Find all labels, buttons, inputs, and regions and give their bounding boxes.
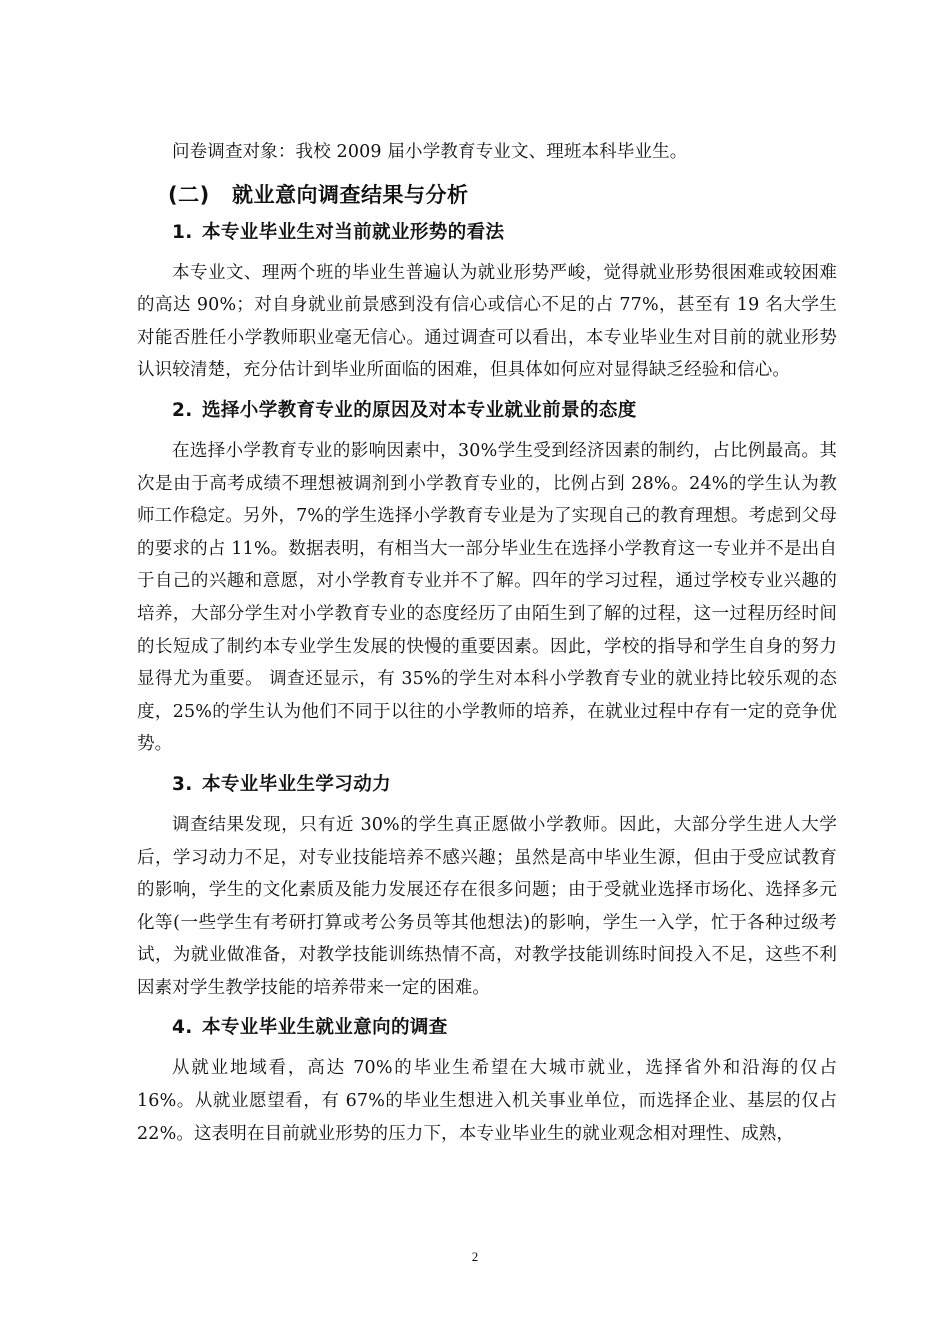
- subsection-body-3: 调查结果发现，只有近 30%的学生真正愿做小学教师。因此，大部分学生进人大学后，学习动力不足，对专业技能培养不感兴趣；虽然是高中毕业生源，但由于受应试教育的影响，学生的文化素质及能力发展还存在很多问题；由于受就业选择市场化、选择多元化等(一些学生有考研打算或考公务员等其他想法)的影响，学生一入学，忙于各种过级考试，为就业做准备，对教学技能训练热情不高，对教学技能训练时间投入不足，这些不利因素对学生教学技能的培养带来一定的困难。: [137, 814, 837, 998]
- subsection-title: 本专业毕业生对当前就业形势的看法: [202, 221, 505, 243]
- page-content: [137, 136, 837, 1150]
- subsection-heading-4: [137, 1012, 837, 1044]
- subsection-body-1: 本专业文、理两个班的毕业生普遍认为就业形势严峻，觉得就业形势很困难或较困难的高达 90%；对自身就业前景感到没有信心或信心不足的占 77%，甚至有 19 名大学生对能否胜任小学教师职业毫无信心。通过调查可以看出，本专业毕业生对目前的就业形势认识较清楚，充分估计到毕业所面临的困难，但具体如何应对显得缺乏经验和信心。: [137, 262, 837, 381]
- subsection-number: 2.: [172, 399, 193, 421]
- section-title: 就业意向调查结果与分析: [232, 182, 469, 207]
- subsection-title: 选择小学教育专业的原因及对本专业就业前景的态度: [202, 399, 637, 421]
- subsection-title: 本专业毕业生就业意向的调查: [202, 1017, 448, 1039]
- subsection-number: 1.: [172, 221, 193, 243]
- subsection-title: 本专业毕业生学习动力: [202, 773, 392, 795]
- subsection-heading-2: [137, 395, 837, 427]
- subsection-number: 3.: [172, 773, 193, 795]
- survey-subject-paragraph: 问卷调查对象：我校 2009 届小学教育专业文、理班本科毕业生。: [172, 142, 688, 162]
- subsection-heading-3: [137, 769, 837, 801]
- section-heading: [137, 179, 837, 211]
- subsection-heading-1: [137, 217, 837, 249]
- section-number: (二): [168, 182, 210, 207]
- subsection-number: 4.: [172, 1017, 193, 1039]
- subsection-body-2: 在选择小学教育专业的影响因素中，30%学生受到经济因素的制约，占比例最高。其次是由于高考成绩不理想被调剂到小学教育专业的，比例占到 28%。24%的学生认为教师工作稳定。另外，7%的学生选择小学教育专业是为了实现自己的教育理想。考虑到父母的要求的占 11%。数据表明，有相当大一部分毕业生在选择小学教育这一专业并不是出自于自己的兴趣和意愿，对小学教育专业并不了解。四年的学习过程，通过学校专业兴趣的培养，大部分学生对小学教育专业的态度经历了由陌生到了解的过程，这一过程历经时间的长短成了制约本专业学生发展的快慢的重要因素。因此，学校的指导和学生自身的努力显得尤为重要。 调查还显示，有 35%的学生对本科小学教育专业的就业持比较乐观的态度，25%的学生认为他们不同于以往的小学教师的培养，在就业过程中存有一定的竞争优势。: [137, 440, 837, 755]
- page-number: 2: [471, 1249, 479, 1264]
- subsection-body-4: 从就业地域看，高达 70%的毕业生希望在大城市就业，选择省外和沿海的仅占 16%。从就业愿望看，有 67%的毕业生想进入机关事业单位，而选择企业、基层的仅占 22%。这表明在目前就业形势的压力下，本专业毕业生的就业观念相对理性、成熟，: [137, 1058, 837, 1144]
